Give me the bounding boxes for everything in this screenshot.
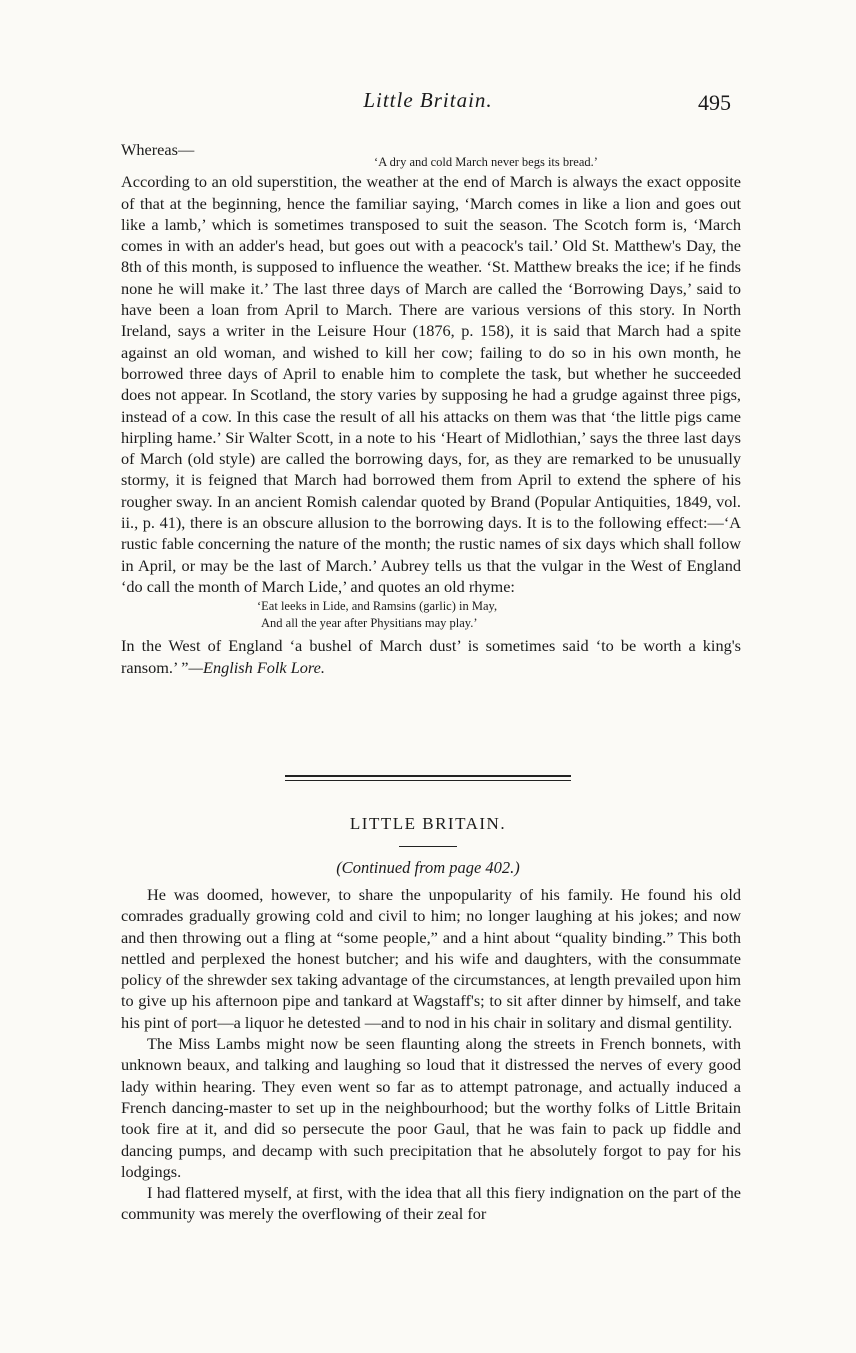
article-title: LITTLE BRITAIN. (349, 814, 507, 833)
running-header (0, 88, 856, 118)
page-number: 495 (698, 90, 731, 115)
article-paragraph: I had flattered myself, at first, with the idea that all this fiery indignation on the part of the community was merely the overflowing of their zeal for (121, 1183, 741, 1224)
article-paragraph: The Miss Lambs might now be seen flaunting along the streets in French bonnets, with unknown beaux, and talking and laughing so loud that it distressed the nerves of every good lady within hearing. They even went so far as to attempt patronage, and actually induced a French dancing-master to set up in the neighbourhood; but the worthy folks of Little Britain took fire at it, and did so persecute the poor Gaul, that he was fain to pack up fiddle and dancing pumps, and decamp with such precipitation that he absolutely forgot to pay for his lodgings. (121, 1034, 741, 1181)
folk-lore-section (121, 139, 741, 678)
source-citation: —English Folk Lore. (188, 657, 325, 677)
rhyme-block (121, 598, 741, 631)
article-body (121, 884, 741, 1225)
folk-lore-paragraph: According to an old superstition, the weather at the end of March is always the exact opposite of that at the beginning, hence the familiar saying, ‘March comes in like a lion and goes out like a lamb,’ which is sometimes transposed to suit the season. The Scotch form is, ‘March comes in with an adder's head, but goes out with a peacock's tail.’ Old St. Matthew's Day, the 8th of this month, is supposed to influence the weather. ‘St. Matthew breaks the ice; if he finds none he will make it.’ The last three days of March are called the ‘Borrowing Days,’ said to have been a loan from April to March. There are various versions of this story. In North Ireland, says a writer in the Leisure Hour (1876, p. 158), it is said that March had a spite against an old woman, and wished to kill her cow; failing to do so in his own month, he borrowed three days of April to enable him to complete the task, but whether he succeeded does not appear. In Scotland, the story varies by supposing he had a grudge against three pigs, instead of a cow. In this case the result of all his attacks on them was that ‘the little pigs came hirpling hame.’ Sir Walter Scott, in a note to his ‘Heart of Midlothian,’ says the three last days of March (old style) are called the borrowing days, for, as they are remarked to be unusually stormy, it is feigned that March had borrowed them from April to extend the sphere of his rougher sway. In an ancient Romish calendar quoted by Brand (Popular Antiquities, 1849, vol. ii., p. 41), there is an obscure allusion to the borrowing days. It is to the following effect:—‘A rustic fable concerning the nature of the month; the rustic names of six days which shall follow in April, or may be the last of March.’ Aubrey tells us that the vulgar in the West of England ‘do call the month of March Lide,’ and quotes an old rhyme: (121, 172, 741, 596)
article-paragraph: He was doomed, however, to share the unpopularity of his family. He found his old comrades gradually growing cold and civil to him; no longer laughing at his jokes; and now and then throwing out a fling at “some people,” and a hint about “quality binding.” This both nettled and perplexed the honest butcher; and his wife and daughters, with the consummate policy of the shrewder sex taking advantage of the circumstances, at length prevailed upon him to give up his afternoon pipe and tankard at Wagstaff's; to sit after dinner by himself, and take his pint of port—a liquor he detested —and to nod in his chair in solitary and dismal gentility. (121, 885, 741, 1032)
title-underline (399, 846, 457, 847)
rhyme-line: And all the year after Physitians may play.’ (261, 615, 478, 630)
rhyme-line: ‘Eat leeks in Lide, and Ramsins (garlic) in May, (257, 599, 498, 614)
proverb-quote: ‘A dry and cold March never begs its bread.’ (374, 155, 598, 170)
section-divider (285, 775, 571, 784)
closing-text: In the West of England ‘a bushel of March dust’ is sometimes said ‘to be worth a king's ransom.’ ” (121, 636, 741, 677)
intro-word: Whereas— (121, 140, 195, 159)
continued-note: (Continued from page 402.) (336, 858, 520, 877)
closing-paragraph (121, 635, 741, 678)
running-title: Little Britain. (363, 88, 493, 112)
